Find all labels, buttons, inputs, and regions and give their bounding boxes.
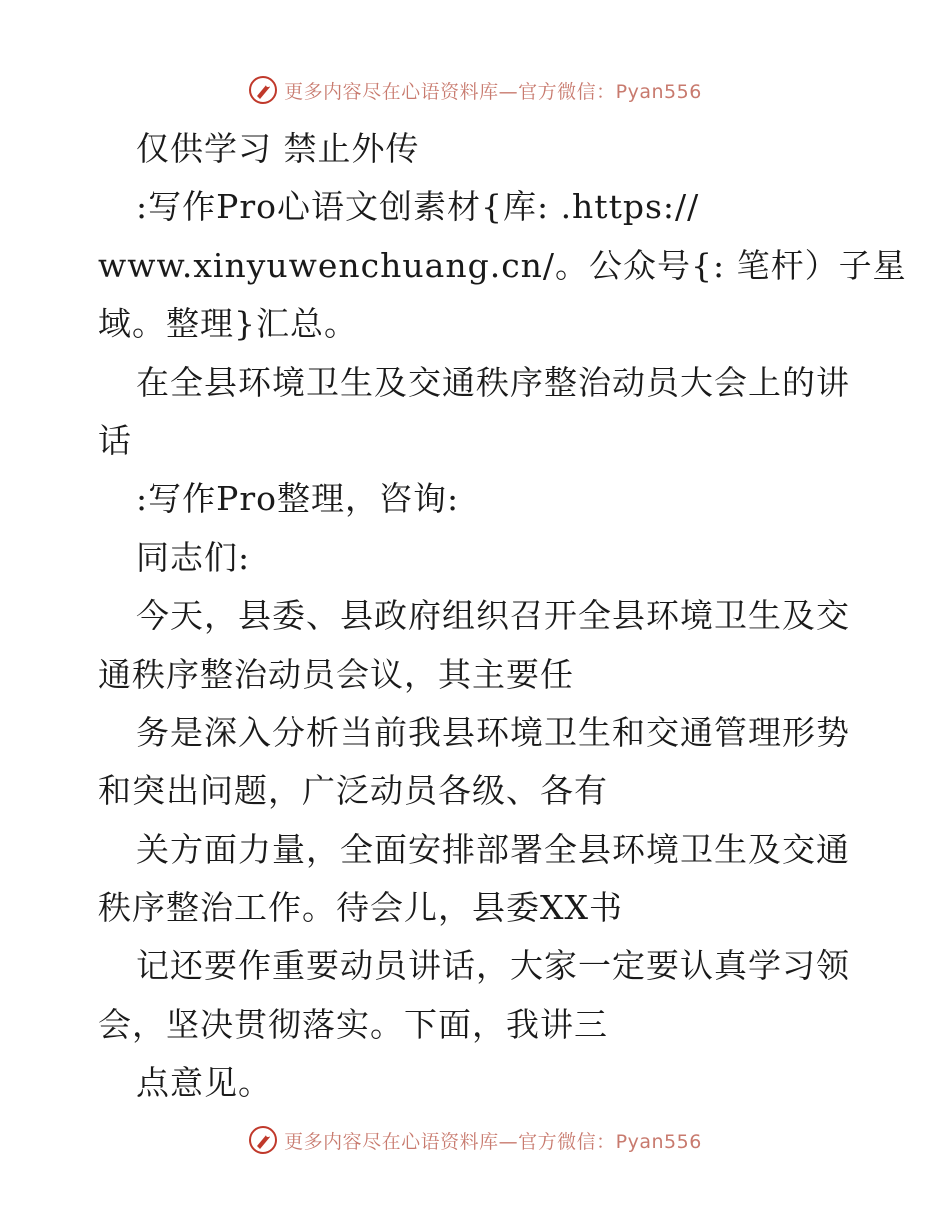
document-body: [98, 120, 907, 1113]
text-line: 今天，县委、县政府组织召开全县环境卫生及交: [136, 596, 850, 636]
text-line: 在全县环境卫生及交通秩序整治动员大会上的讲: [136, 362, 850, 402]
watermark-text: 更多内容尽在心语资料库—官方微信：Pyan556: [284, 80, 702, 103]
footer-watermark: [0, 1120, 950, 1160]
text-line: 同志们:: [136, 537, 251, 577]
text-line: 话: [98, 420, 132, 460]
text-line: 会，坚决贯彻落实。下面，我讲三: [98, 1004, 608, 1044]
text-line: 点意见。: [136, 1063, 272, 1103]
text-line: 仅供学习 禁止外传: [136, 129, 420, 168]
text-line: 域。整理}汇总。: [98, 304, 358, 344]
text-line: :写作Pro心语文创素材{库: .https://: [136, 187, 700, 227]
text-line: 通秩序整治动员会议，其主要任: [98, 654, 574, 694]
text-line: 记还要作重要动员讲话，大家一定要认真学习领: [136, 946, 850, 986]
header-watermark: [0, 70, 950, 110]
watermark-text: 更多内容尽在心语资料库—官方微信：Pyan556: [284, 1130, 702, 1153]
pen-nib-logo-icon: [248, 75, 278, 105]
text-line: 和突出问题，广泛动员各级、各有: [98, 771, 608, 811]
text-line: 务是深入分析当前我县环境卫生和交通管理形势: [136, 712, 850, 752]
text-line: www.xinyuwenchuang.cn/。公众号{: 笔杆）子星: [98, 245, 907, 285]
pen-nib-logo-icon: [248, 1125, 278, 1155]
text-line: 关方面力量，全面安排部署全县环境卫生及交通: [136, 829, 850, 869]
text-line: :写作Pro整理，咨询:: [136, 479, 460, 519]
text-line: 秩序整治工作。待会儿，县委XX书: [98, 888, 623, 928]
